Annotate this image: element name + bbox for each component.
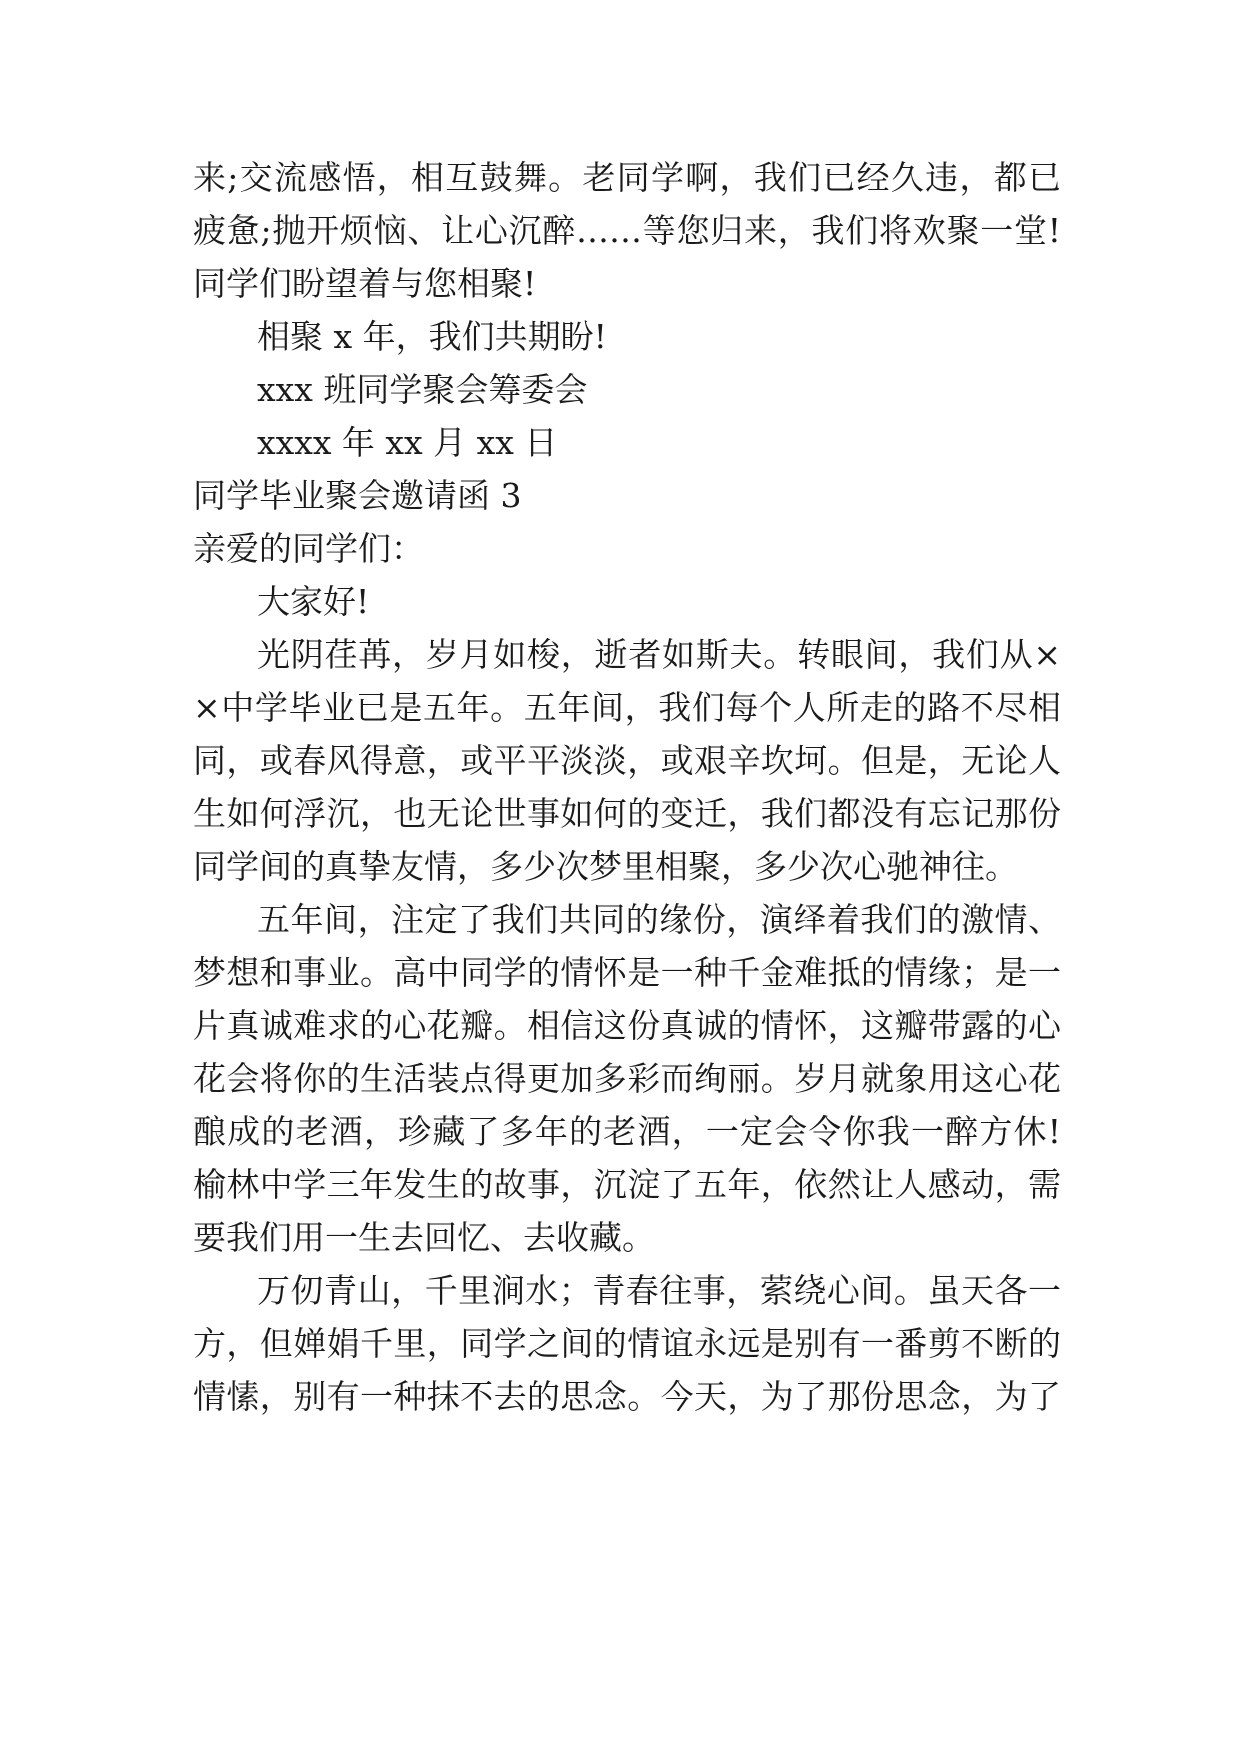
signature-line: xxx 班同学聚会筹委会 [257,370,588,409]
text-line: 酿成的老酒，珍藏了多年的老酒，一定会令你我一醉方休! [193,1112,1061,1151]
text-line: ×中学毕业已是五年。五年间，我们每个人所走的路不尽相 [193,688,1061,727]
greeting: 大家好! [257,582,370,621]
text-line: 情愫，别有一种抹不去的思念。今天，为了那份思念，为了 [193,1377,1061,1416]
section-title: 同学毕业聚会邀请函 3 [193,476,522,515]
text-line: 五年间，注定了我们共同的缘份，演绎着我们的激情、 [257,900,1061,939]
text-line: 梦想和事业。高中同学的情怀是一种千金难抵的情缘；是一 [193,953,1061,992]
text-line: 片真诚难求的心花瓣。相信这份真诚的情怀，这瓣带露的心 [193,1006,1061,1045]
salutation: 亲爱的同学们： [193,529,424,568]
text-line: 花会将你的生活装点得更加多彩而绚丽。岁月就象用这心花 [193,1059,1061,1098]
text-line: 疲惫;抛开烦恼、让心沉醉……等您归来，我们将欢聚一堂! [193,211,1061,250]
text-line: 同学间的真挚友情，多少次梦里相聚，多少次心驰神往。 [193,847,1018,886]
text-line: 榆林中学三年发生的故事，沉淀了五年，依然让人感动，需 [193,1165,1061,1204]
date-line: xxxx 年 xx 月 xx 日 [257,423,558,462]
text-line: 光阴荏苒，岁月如梭，逝者如斯夫。转眼间，我们从× [257,635,1061,674]
text-line: 要我们用一生去回忆、去收藏。 [193,1218,655,1257]
closing-line: 相聚 x 年，我们共期盼! [257,317,607,356]
text-line: 同，或春风得意，或平平淡淡，或艰辛坎坷。但是，无论人 [193,741,1061,780]
text-line: 万仞青山，千里涧水；青春往事，萦绕心间。虽天各一 [257,1271,1061,1310]
text-line: 来;交流感悟，相互鼓舞。老同学啊，我们已经久违，都已 [193,158,1061,197]
text-line: 生如何浮沉，也无论世事如何的变迁，我们都没有忘记那份 [193,794,1061,833]
text-line: 方，但婵娟千里，同学之间的情谊永远是别有一番剪不断的 [193,1324,1061,1363]
text-line: 同学们盼望着与您相聚! [193,264,537,303]
